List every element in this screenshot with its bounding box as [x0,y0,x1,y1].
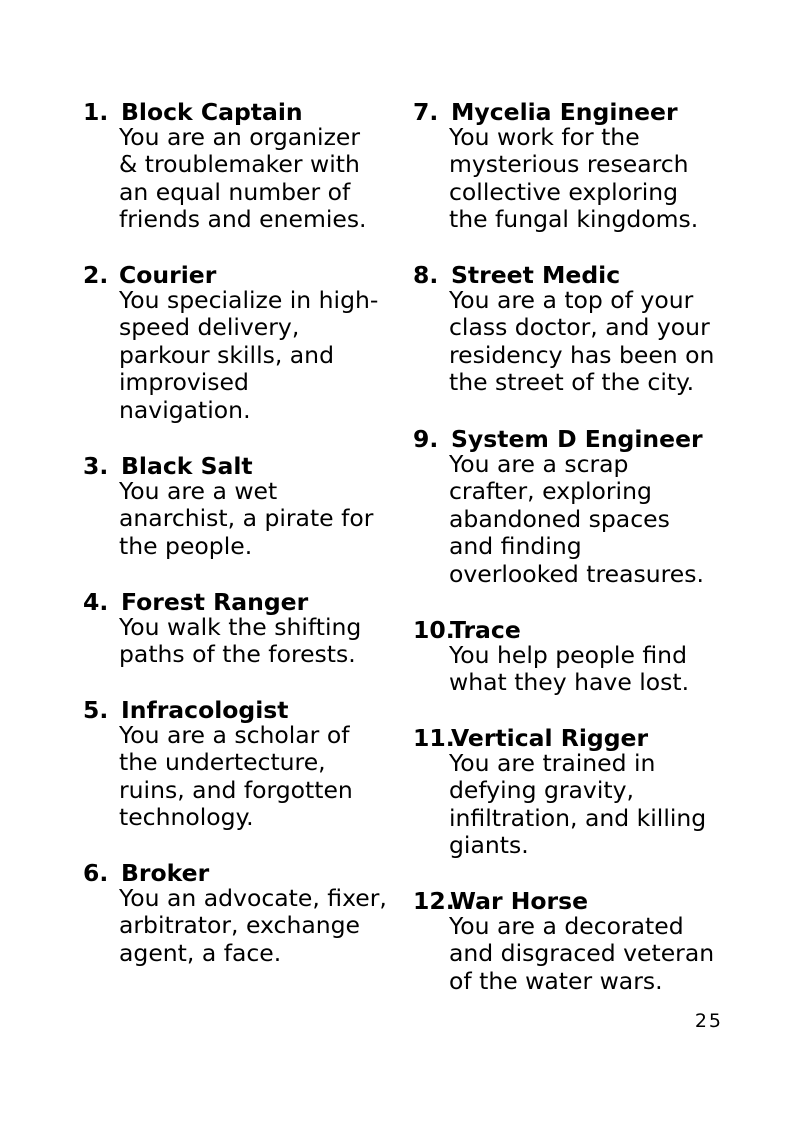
description-line: the undertecture, [119,748,326,777]
description-line: agent, a face. [119,938,282,967]
description-line: You are trained in [449,749,656,777]
description-line: You specialize in high- [119,286,379,314]
description-line: You walk the shifting [119,613,362,641]
entry-description [449,124,698,234]
description-line: You help people find [449,641,687,669]
entry-title: Black Salt [121,452,253,480]
description-line: You are a scrap [449,450,629,478]
description-line: an equal number of [119,177,351,206]
entry-title: War Horse [450,887,589,915]
entry-number: 3. [83,452,109,480]
description-line: technology. [119,803,254,832]
description-line: navigation. [119,395,251,424]
entry-title: System D Engineer [451,425,703,453]
description-line: friends and enemies. [119,205,367,234]
entry-number: 10. [413,616,455,644]
description-line: You are an organizer [119,123,361,151]
description-line: what they have lost. [449,668,690,697]
description-line: the fungal kingdoms. [449,205,699,234]
entry-title: Courier [119,261,217,289]
description-line: improvised [119,368,249,397]
description-line: overlooked treasures. [449,559,704,588]
entry-description [449,451,704,588]
description-line: You are a scholar of [119,721,350,749]
entry-title: Vertical Rigger [451,724,649,752]
entry-number: 6. [83,859,109,887]
entry-number: 5. [83,696,109,724]
description-line: defying gravity, [449,776,634,805]
entry-title: Forest Ranger [121,588,309,616]
entry-number: 11. [413,724,455,752]
description-line: residency has been on [449,340,715,369]
entry-description [119,614,361,669]
entry-title: Block Captain [121,98,303,126]
description-line: giants. [449,831,529,860]
description-line: parkour skills, and [119,340,334,369]
description-line: You are a wet [119,477,278,505]
entry-title: Broker [121,859,210,887]
entry-description [119,478,373,560]
entry-description [119,124,367,234]
description-line: crafter, exploring [449,477,652,506]
entry-title: Street Medic [451,261,621,289]
entry-number: 1. [83,98,109,126]
entry-number: 7. [413,98,439,126]
description-line: anarchist, a pirate for [119,504,374,533]
description-line: You work for the [449,123,640,151]
entry-number: 12. [413,887,455,915]
description-line: class doctor, and your [449,313,710,342]
description-line: and finding [449,532,582,561]
description-line: the people. [119,531,253,560]
entry-description [449,750,706,860]
entry-number: 4. [83,588,109,616]
description-line: collective exploring [449,177,679,206]
entry-number: 2. [83,261,109,289]
entry-description [119,885,387,967]
entry-description [449,642,689,697]
entry-description [119,722,353,832]
entry-description [119,287,378,424]
entry-title: Mycelia Engineer [451,98,678,126]
page-number: 25 [694,1010,723,1032]
description-line: infiltration, and killing [449,803,707,832]
description-line: and disgraced veteran [449,939,715,968]
description-line: You are a top of your [449,286,694,314]
description-line: mysterious research [449,150,689,179]
entry-title: Infracologist [121,696,289,724]
entry-description [449,913,714,995]
description-line: of the water wars. [449,966,663,995]
description-line: speed delivery, [119,313,300,342]
description-line: You an advocate, fixer, [119,884,387,912]
description-line: & troublemaker with [119,150,360,179]
description-line: abandoned spaces [449,504,670,533]
description-line: ruins, and forgotten [119,775,353,804]
entry-number: 9. [413,425,439,453]
entry-title: Trace [450,616,521,644]
description-line: arbitrator, exchange [119,911,361,940]
entry-number: 8. [413,261,439,289]
entry-description [449,287,714,397]
description-line: paths of the forests. [119,640,356,669]
description-line: the street of the city. [449,368,695,397]
description-line: You are a decorated [449,912,684,940]
